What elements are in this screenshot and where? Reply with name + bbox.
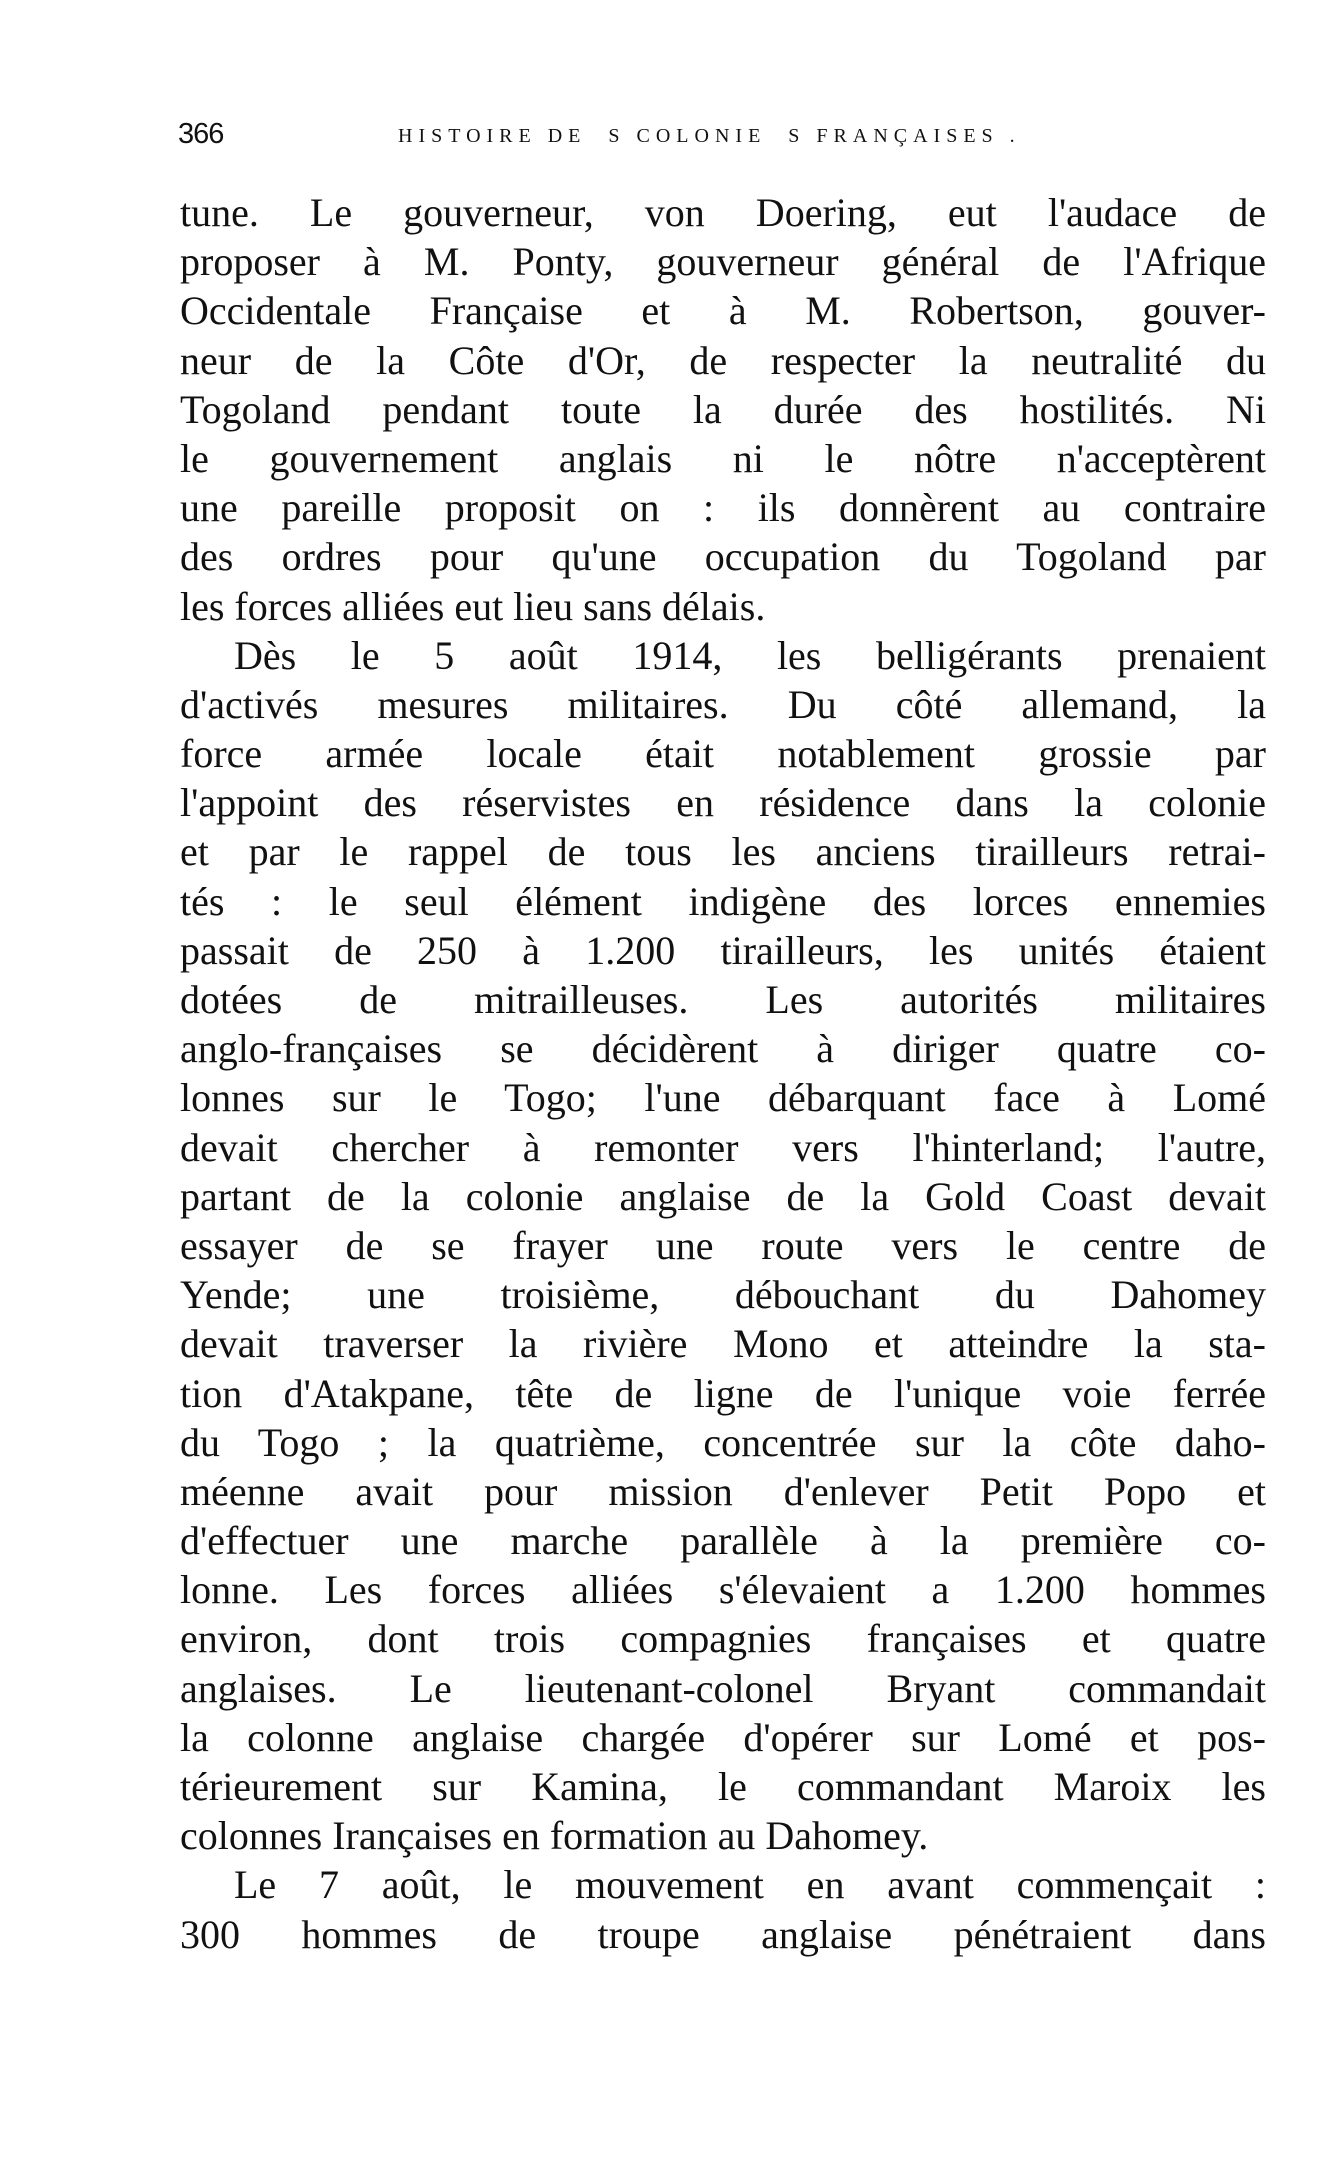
- text-line: devait chercher à remonter vers l'hinterland; l'autre,: [180, 1124, 1266, 1170]
- text-line: partant de la colonie anglaise de la Gold Coast devait: [180, 1173, 1266, 1219]
- text-line: le gouvernement anglais ni le nôtre n'acceptèrent: [180, 435, 1266, 481]
- text-line: tune. Le gouverneur, von Doering, eut l'audace de: [180, 190, 1266, 235]
- text-line: Togoland pendant toute la durée des hostilités. Ni: [180, 386, 1266, 432]
- text-line: Dès le 5 août 1914, les belligérants prenaient: [234, 632, 1266, 678]
- page-number: 366: [178, 118, 224, 150]
- text-line: neur de la Côte d'Or, de respecter la neutralité du: [180, 337, 1266, 383]
- text-line: Yende; une troisième, débouchant du Dahomey: [180, 1272, 1266, 1318]
- text-line: et par le rappel de tous les anciens tirailleurs retrai-: [180, 829, 1266, 875]
- running-head: [178, 118, 1268, 158]
- text-line: force armée locale était notablement grossie par: [180, 731, 1266, 777]
- text-line: la colonne anglaise chargée d'opérer sur Lomé et pos-: [180, 1714, 1266, 1760]
- text-line: 300 hommes de troupe anglaise pénétraient dans: [180, 1911, 1266, 1957]
- text-line: devait traverser la rivière Mono et atteindre la sta-: [180, 1321, 1266, 1367]
- text-line: lonne. Les forces alliées s'élevaient a 1.200 hommes: [180, 1567, 1266, 1613]
- text-line: des ordres pour qu'une occupation du Togoland par: [180, 534, 1266, 580]
- text-line: anglaises. Le lieutenant-colonel Bryant commandait: [180, 1665, 1266, 1711]
- text-line: passait de 250 à 1.200 tirailleurs, les unités étaient: [180, 927, 1266, 973]
- text-line: Occidentale Française et à M. Robertson, gouver-: [180, 288, 1266, 334]
- text-line: l'appoint des réservistes en résidence dans la colonie: [180, 780, 1266, 826]
- body-text: [180, 188, 1266, 1959]
- text-line: proposer à M. Ponty, gouverneur général de l'Afrique: [180, 239, 1266, 285]
- text-line: Le 7 août, le mouvement en avant commençait :: [234, 1862, 1266, 1908]
- running-title: HISTOIRE DE S COLONIE S FRANÇAISES .: [398, 125, 1021, 147]
- text-line: colonnes Irançaises en formation au Dahomey.: [180, 1813, 929, 1859]
- text-line: lonnes sur le Togo; l'une débarquant face à Lomé: [180, 1075, 1266, 1121]
- text-line: méenne avait pour mission d'enlever Petit Popo et: [180, 1468, 1266, 1514]
- text-line: d'activés mesures militaires. Du côté allemand, la: [180, 681, 1266, 727]
- text-line: térieurement sur Kamina, le commandant Maroix les: [180, 1764, 1266, 1809]
- text-line: essayer de se frayer une route vers le centre de: [180, 1222, 1266, 1268]
- text-line: tion d'Atakpane, tête de ligne de l'unique voie ferrée: [180, 1370, 1266, 1416]
- text-line: tés : le seul élément indigène des lorces ennemies: [180, 878, 1266, 924]
- text-line: environ, dont trois compagnies françaises et quatre: [180, 1616, 1266, 1662]
- text-line: une pareille proposit on : ils donnèrent au contraire: [180, 485, 1266, 531]
- text-line: du Togo ; la quatrième, concentrée sur la côte daho-: [180, 1419, 1266, 1465]
- text-line: les forces alliées eut lieu sans délais.: [180, 583, 766, 629]
- text-line: dotées de mitrailleuses. Les autorités militaires: [180, 977, 1266, 1022]
- text-line: anglo-françaises se décidèrent à diriger quatre co-: [180, 1026, 1266, 1072]
- text-line: d'effectuer une marche parallèle à la première co-: [180, 1518, 1266, 1564]
